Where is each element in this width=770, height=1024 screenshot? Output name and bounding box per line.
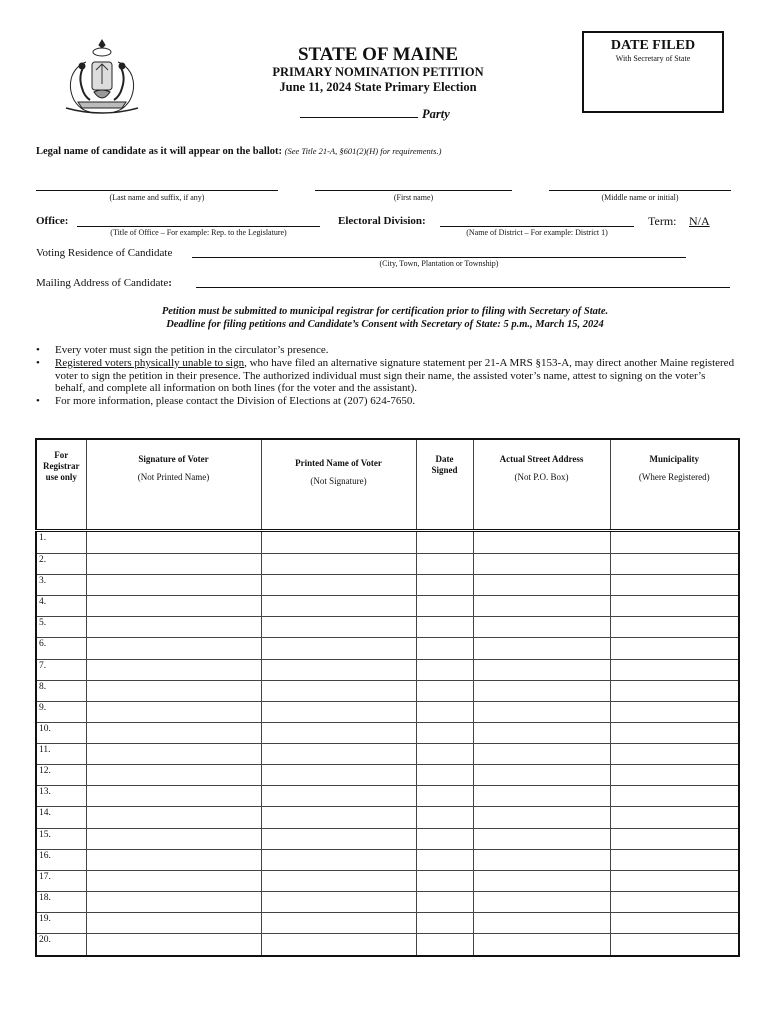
- signature-cell[interactable]: [86, 680, 261, 701]
- address-cell[interactable]: [473, 849, 610, 870]
- address-cell[interactable]: [473, 680, 610, 701]
- row-number: 14.: [36, 807, 86, 828]
- residence-field[interactable]: [192, 257, 686, 258]
- signature-cell[interactable]: [86, 638, 261, 659]
- printed-name-cell[interactable]: [261, 596, 416, 617]
- row-number: 10.: [36, 722, 86, 743]
- legal-name-note: (See Title 21-A, §601(2)(H) for requirements.): [284, 146, 442, 156]
- signature-cell[interactable]: [86, 553, 261, 574]
- printed-name-cell[interactable]: [261, 934, 416, 956]
- table-row: [36, 828, 739, 849]
- date-cell[interactable]: [416, 701, 473, 722]
- row-number: 13.: [36, 786, 86, 807]
- municipality-cell[interactable]: [610, 934, 739, 956]
- date-filed-label: DATE FILED: [610, 38, 696, 53]
- municipality-cell[interactable]: [610, 765, 739, 786]
- date-cell[interactable]: [416, 744, 473, 765]
- printed-name-cell[interactable]: [261, 659, 416, 680]
- date-cell[interactable]: [416, 553, 473, 574]
- municipality-cell[interactable]: [610, 786, 739, 807]
- state-seal-icon: [56, 36, 148, 118]
- date-cell[interactable]: [416, 531, 473, 554]
- address-cell[interactable]: [473, 659, 610, 680]
- signature-cell[interactable]: [86, 575, 261, 596]
- instruction-item: • For more information, please contact the Division of Elections at (207) 624-7650.: [36, 395, 736, 408]
- col-signature-header: Signature of Voter (Not Printed Name): [86, 439, 261, 531]
- term-value: N/A: [689, 214, 710, 228]
- row-number: 6.: [36, 638, 86, 659]
- legal-name-label: Legal name of candidate as it will appear on the ballot:: [36, 146, 282, 157]
- address-cell[interactable]: [473, 617, 610, 638]
- signature-cell[interactable]: [86, 701, 261, 722]
- instruction-item: • Every voter must sign the petition in the circulator’s presence.: [36, 344, 736, 357]
- municipality-cell[interactable]: [610, 701, 739, 722]
- municipality-cell[interactable]: [610, 659, 739, 680]
- date-cell[interactable]: [416, 849, 473, 870]
- table-row: [36, 891, 739, 912]
- printed-name-cell[interactable]: [261, 786, 416, 807]
- row-number: 12.: [36, 765, 86, 786]
- row-number: 2.: [36, 553, 86, 574]
- instruction-item: • Registered voters physically unable to sign, who have filed an alternative signature statement per 21-A MRS §153-A, may direct another Maine registered voter to sign the petition in their presence. The authorized individual must sign their name, the assisted voter’s name, attest to signing on the voter’s behalf, and complete all information on both lines (for the voter and the assistant).: [36, 357, 736, 395]
- row-number: 17.: [36, 870, 86, 891]
- instructions-list: [36, 344, 736, 408]
- municipality-cell[interactable]: [610, 617, 739, 638]
- date-filed-box: [582, 31, 724, 113]
- address-cell[interactable]: [473, 722, 610, 743]
- state-title: STATE OF MAINE: [297, 44, 459, 65]
- table-row: [36, 722, 739, 743]
- date-cell[interactable]: [416, 828, 473, 849]
- office-label: Office:: [36, 215, 69, 227]
- address-cell[interactable]: [473, 891, 610, 912]
- table-row: [36, 575, 739, 596]
- date-cell[interactable]: [416, 680, 473, 701]
- date-cell[interactable]: [416, 870, 473, 891]
- signature-cell[interactable]: [86, 891, 261, 912]
- col-registrar-header: For Registrar use only: [36, 439, 86, 531]
- signature-cell[interactable]: [86, 531, 261, 554]
- table-header-row: [36, 439, 739, 531]
- row-number: 7.: [36, 659, 86, 680]
- row-number: 1.: [36, 531, 86, 554]
- address-cell[interactable]: [473, 596, 610, 617]
- municipality-cell[interactable]: [610, 744, 739, 765]
- printed-name-cell[interactable]: [261, 638, 416, 659]
- row-number: 4.: [36, 596, 86, 617]
- party-blank[interactable]: [300, 106, 418, 118]
- municipality-cell[interactable]: [610, 849, 739, 870]
- date-cell[interactable]: [416, 913, 473, 934]
- printed-name-cell[interactable]: [261, 575, 416, 596]
- office-caption: (Title of Office – For example: Rep. to the Legislature): [110, 228, 287, 237]
- address-cell[interactable]: [473, 828, 610, 849]
- date-cell[interactable]: [416, 891, 473, 912]
- date-cell[interactable]: [416, 722, 473, 743]
- address-cell[interactable]: [473, 786, 610, 807]
- address-cell[interactable]: [473, 553, 610, 574]
- row-number: 5.: [36, 617, 86, 638]
- municipality-cell[interactable]: [610, 680, 739, 701]
- signature-cell[interactable]: [86, 659, 261, 680]
- municipality-cell[interactable]: [610, 596, 739, 617]
- residence-caption: (City, Town, Plantation or Township): [379, 259, 499, 268]
- printed-name-cell[interactable]: [261, 680, 416, 701]
- signature-cell[interactable]: [86, 744, 261, 765]
- address-cell[interactable]: [473, 807, 610, 828]
- printed-name-cell[interactable]: [261, 744, 416, 765]
- col-printed-header: Printed Name of Voter (Not Signature): [261, 439, 416, 531]
- col-municipality-header: Municipality (Where Registered): [610, 439, 739, 531]
- address-cell[interactable]: [473, 765, 610, 786]
- col-date-header: Date Signed: [416, 439, 473, 531]
- table-row: [36, 680, 739, 701]
- party-label: Party: [422, 107, 450, 121]
- table-row: [36, 870, 739, 891]
- row-number: 15.: [36, 828, 86, 849]
- district-field[interactable]: [440, 226, 634, 227]
- printed-name-cell[interactable]: [261, 722, 416, 743]
- mailing-label: Mailing Address of Candidate:: [36, 277, 172, 289]
- signature-cell[interactable]: [86, 849, 261, 870]
- row-number: 11.: [36, 744, 86, 765]
- row-number: 18.: [36, 891, 86, 912]
- signature-cell[interactable]: [86, 617, 261, 638]
- address-cell[interactable]: [473, 913, 610, 934]
- row-number: 20.: [36, 934, 86, 956]
- printed-name-cell[interactable]: [261, 828, 416, 849]
- row-number: 8.: [36, 680, 86, 701]
- party-field[interactable]: [300, 106, 450, 122]
- col-address-header: Actual Street Address (Not P.O. Box): [473, 439, 610, 531]
- row-number: 9.: [36, 701, 86, 722]
- address-cell[interactable]: [473, 701, 610, 722]
- date-cell[interactable]: [416, 638, 473, 659]
- district-label: Electoral Division:: [338, 215, 426, 227]
- address-cell[interactable]: [473, 870, 610, 891]
- printed-name-cell[interactable]: [261, 913, 416, 934]
- signature-cell[interactable]: [86, 765, 261, 786]
- signature-cell[interactable]: [86, 807, 261, 828]
- municipality-cell[interactable]: [610, 553, 739, 574]
- printed-name-cell[interactable]: [261, 617, 416, 638]
- table-row: [36, 659, 739, 680]
- table-row: [36, 553, 739, 574]
- row-number: 3.: [36, 575, 86, 596]
- table-row: [36, 596, 739, 617]
- signature-cell[interactable]: [86, 934, 261, 956]
- printed-name-cell[interactable]: [261, 807, 416, 828]
- table-row: [36, 617, 739, 638]
- date-filed-sublabel: With Secretary of State: [615, 54, 691, 63]
- table-row: [36, 849, 739, 870]
- address-cell[interactable]: [473, 934, 610, 956]
- date-cell[interactable]: [416, 765, 473, 786]
- municipality-cell[interactable]: [610, 870, 739, 891]
- signature-rows: [36, 531, 739, 956]
- notice-line-2: Deadline for filing petitions and Candidate’s Consent with Secretary of State: 5 p.m., March 15, 2024: [166, 319, 604, 330]
- table-row: [36, 807, 739, 828]
- date-cell[interactable]: [416, 617, 473, 638]
- last-name-caption: (Last name and suffix, if any): [109, 193, 205, 202]
- residence-label: Voting Residence of Candidate: [36, 247, 173, 259]
- date-cell[interactable]: [416, 807, 473, 828]
- signature-cell[interactable]: [86, 870, 261, 891]
- form-title: PRIMARY NOMINATION PETITION: [272, 65, 484, 79]
- table-row: [36, 913, 739, 934]
- date-cell[interactable]: [416, 596, 473, 617]
- signature-cell[interactable]: [86, 786, 261, 807]
- printed-name-cell[interactable]: [261, 701, 416, 722]
- table-row: [36, 786, 739, 807]
- signature-cell[interactable]: [86, 828, 261, 849]
- printed-name-cell[interactable]: [261, 765, 416, 786]
- notice-line-1: Petition must be submitted to municipal registrar for certification prior to filing with Secretary of State.: [161, 306, 609, 317]
- table-row: [36, 701, 739, 722]
- submission-notice: [40, 305, 730, 331]
- term-label: Term:: [648, 214, 677, 228]
- table-row: [36, 531, 739, 554]
- municipality-cell[interactable]: [610, 913, 739, 934]
- municipality-cell[interactable]: [610, 575, 739, 596]
- municipality-cell[interactable]: [610, 807, 739, 828]
- first-name-field[interactable]: [315, 190, 512, 191]
- district-caption: (Name of District – For example: District 1): [466, 228, 608, 237]
- address-cell[interactable]: [473, 575, 610, 596]
- middle-name-field[interactable]: [549, 190, 731, 191]
- printed-name-cell[interactable]: [261, 870, 416, 891]
- printed-name-cell[interactable]: [261, 531, 416, 554]
- table-row: [36, 765, 739, 786]
- date-cell[interactable]: [416, 659, 473, 680]
- printed-name-cell[interactable]: [261, 849, 416, 870]
- address-cell[interactable]: [473, 744, 610, 765]
- printed-name-cell[interactable]: [261, 553, 416, 574]
- middle-name-caption: (Middle name or initial): [601, 193, 679, 202]
- table-row: [36, 638, 739, 659]
- printed-name-cell[interactable]: [261, 891, 416, 912]
- table-row: [36, 744, 739, 765]
- municipality-cell[interactable]: [610, 638, 739, 659]
- office-field[interactable]: [77, 226, 320, 227]
- address-cell[interactable]: [473, 638, 610, 659]
- mailing-field[interactable]: [196, 287, 730, 288]
- signature-cell[interactable]: [86, 913, 261, 934]
- date-cell[interactable]: [416, 786, 473, 807]
- municipality-cell[interactable]: [610, 891, 739, 912]
- municipality-cell[interactable]: [610, 722, 739, 743]
- table-row: [36, 934, 739, 956]
- signature-cell[interactable]: [86, 596, 261, 617]
- address-cell[interactable]: [473, 531, 610, 554]
- legal-name-heading: [36, 146, 441, 157]
- last-name-field[interactable]: [36, 190, 278, 191]
- signature-table: [35, 438, 740, 957]
- municipality-cell[interactable]: [610, 828, 739, 849]
- date-cell[interactable]: [416, 575, 473, 596]
- row-number: 16.: [36, 849, 86, 870]
- municipality-cell[interactable]: [610, 531, 739, 554]
- row-number: 19.: [36, 913, 86, 934]
- signature-cell[interactable]: [86, 722, 261, 743]
- date-cell[interactable]: [416, 934, 473, 956]
- election-title: June 11, 2024 State Primary Election: [279, 80, 477, 94]
- first-name-caption: (First name): [393, 193, 434, 202]
